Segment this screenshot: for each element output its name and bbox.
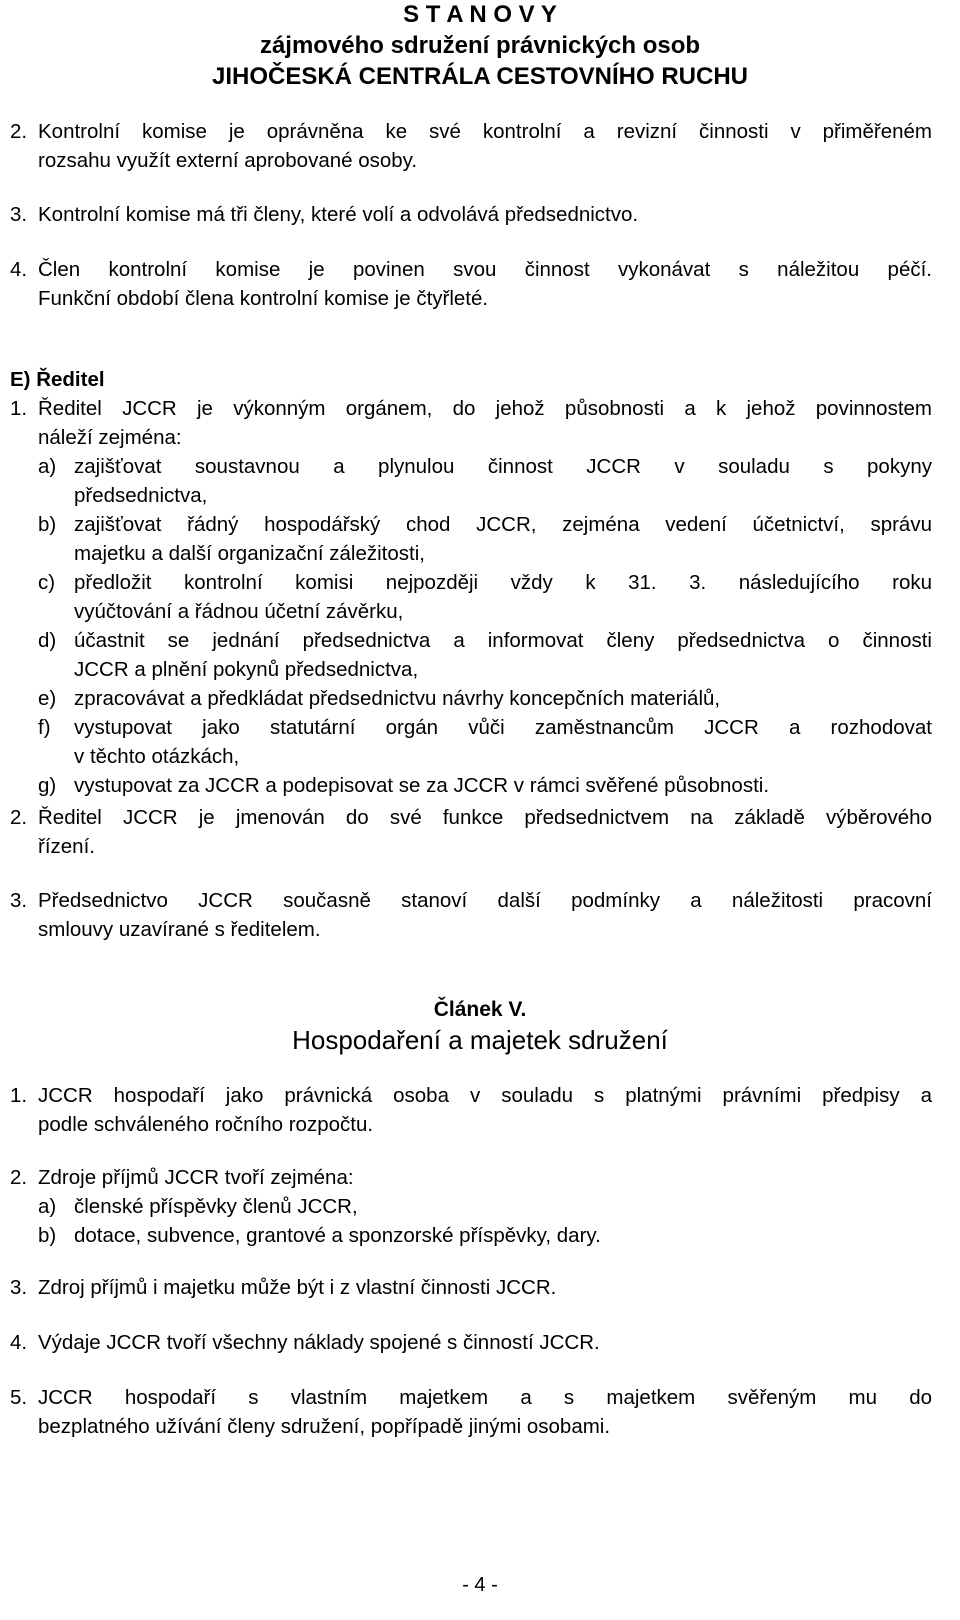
list-item: [38, 510, 932, 568]
income-list: [10, 1192, 932, 1250]
paragraph-text: JCCR hospodaří jako právnická osoba v souladu s platnými právními předpisy a: [38, 1084, 932, 1107]
list-item: [38, 452, 932, 510]
item-label: a): [38, 1195, 57, 1218]
item-label: b): [38, 1224, 57, 1247]
paragraph-text: Ředitel JCCR je jmenován do své funkce předsednictvem na základě výběrového: [38, 806, 932, 829]
paragraph-number: 2.: [10, 806, 28, 829]
paragraph-text: Zdroje příjmů JCCR tvoří zejména:: [38, 1166, 354, 1189]
item-text: vystupovat jako statutární orgán vůči zaměstnancům JCCR a rozhodovat: [74, 716, 932, 739]
item-text: majetku a další organizační záležitosti,: [74, 542, 425, 565]
list-item: [38, 713, 932, 771]
paragraph-text: Funkční období člena kontrolní komise je čtyřleté.: [38, 287, 489, 310]
paragraph-text: náleží zejména:: [38, 426, 182, 449]
paragraph-text: smlouvy uzavírané s ředitelem.: [38, 918, 321, 941]
item-text: dotace, subvence, grantové a sponzorské příspěvky, dary.: [74, 1224, 601, 1247]
paragraph-text: Předsednictvo JCCR současně stanoví další podmínky a náležitosti pracovní: [38, 889, 932, 912]
organization-name: JIHOČESKÁ CENTRÁLA CESTOVNÍHO RUCHU: [211, 63, 749, 90]
paragraph-text: JCCR hospodaří s vlastním majetkem a s majetkem svěřeným mu do: [38, 1386, 932, 1409]
paragraph-text: podle schváleného ročního rozpočtu.: [38, 1113, 374, 1136]
clanek-paragraph-1: [10, 1081, 932, 1139]
document-subtitle: zájmového sdružení právnických osob: [259, 32, 701, 59]
paragraph-text: Zdroj příjmů i majetku může být i z vlastní činnosti JCCR.: [38, 1276, 557, 1299]
clanek-paragraph-2: [10, 1163, 932, 1250]
item-text: vystupovat za JCCR a podepisovat se za JCCR v rámci svěřené působnosti.: [74, 774, 770, 797]
list-item: [38, 771, 932, 800]
item-text: zajišťovat řádný hospodářský chod JCCR, zejména vedení účetnictví, správu: [74, 513, 932, 536]
paragraph-number: 2.: [10, 1166, 28, 1189]
clanek-paragraph-3: [10, 1273, 932, 1302]
item-text: předložit kontrolní komisi nejpozději vždy k 31. 3. následujícího roku: [74, 571, 932, 594]
paragraph-number: 1.: [10, 397, 28, 420]
item-text: vyúčtování a řádnou účetní závěrku,: [74, 600, 404, 623]
paragraph-number: 2.: [10, 120, 28, 143]
paragraph-number: 4.: [10, 258, 28, 281]
reditel-paragraph-3: [10, 886, 932, 944]
paragraph-text: Člen kontrolní komise je povinen svou činnost vykonávat s náležitou péčí.: [38, 258, 932, 281]
clanek-paragraph-4: [10, 1328, 932, 1357]
paragraph-text: Výdaje JCCR tvoří všechny náklady spojené s činností JCCR.: [38, 1331, 600, 1354]
document-title: S T A N O V Y: [403, 1, 557, 28]
item-label: b): [38, 513, 57, 536]
item-label: e): [38, 687, 57, 710]
paragraph-text: Ředitel JCCR je výkonným orgánem, do jehož působnosti a k jehož povinnostem: [38, 397, 932, 420]
paragraph-number: 3.: [10, 889, 28, 912]
kontrolni-paragraph-3: [10, 200, 932, 229]
paragraph-text: rozsahu využít externí aprobované osoby.: [38, 149, 418, 172]
item-text: JCCR a plnění pokynů předsednictva,: [74, 658, 419, 681]
reditel-paragraph-1: [10, 394, 932, 800]
item-text: zpracovávat a předkládat předsednictvu návrhy koncepčních materiálů,: [74, 687, 721, 710]
paragraph-number: 3.: [10, 203, 28, 226]
item-text: účastnit se jednání předsednictva a informovat členy předsednictva o činnosti: [74, 629, 932, 652]
list-item: [38, 1192, 932, 1221]
list-item: [38, 568, 932, 626]
list-item: [38, 1221, 932, 1250]
item-label: g): [38, 774, 57, 797]
item-label: a): [38, 455, 57, 478]
reditel-paragraph-2: [10, 803, 932, 861]
list-item: [38, 684, 932, 713]
paragraph-number: 4.: [10, 1331, 28, 1354]
item-label: d): [38, 629, 57, 652]
paragraph-number: 5.: [10, 1386, 28, 1409]
section-heading-reditel: E) Ředitel: [10, 368, 105, 391]
page-number: - 4 -: [462, 1574, 498, 1596]
item-label: f): [38, 716, 51, 739]
paragraph-number: 3.: [10, 1276, 28, 1299]
item-text: předsednictva,: [74, 484, 208, 507]
paragraph-number: 1.: [10, 1084, 28, 1107]
paragraph-text: Kontrolní komise má tři členy, které volí a odvolává předsednictvo.: [38, 203, 639, 226]
article-subtitle: Hospodaření a majetek sdružení: [292, 1025, 668, 1055]
paragraph-text: bezplatného užívání členy sdružení, popřípadě jinými osobami.: [38, 1415, 611, 1438]
clanek-paragraph-5: [10, 1383, 932, 1441]
article-title: Článek V.: [433, 998, 527, 1021]
duties-list: [10, 452, 932, 800]
list-item: [38, 626, 932, 684]
paragraph-text: Kontrolní komise je oprávněna ke své kontrolní a revizní činnosti v přiměřeném: [38, 120, 932, 143]
item-text: v těchto otázkách,: [74, 745, 240, 768]
item-text: členské příspěvky členů JCCR,: [74, 1195, 358, 1218]
kontrolni-paragraph-4: [10, 255, 932, 313]
item-text: zajišťovat soustavnou a plynulou činnost JCCR v souladu s pokyny: [74, 455, 932, 478]
item-label: c): [38, 571, 56, 594]
paragraph-text: řízení.: [38, 835, 95, 858]
kontrolni-paragraph-2: [10, 117, 932, 175]
